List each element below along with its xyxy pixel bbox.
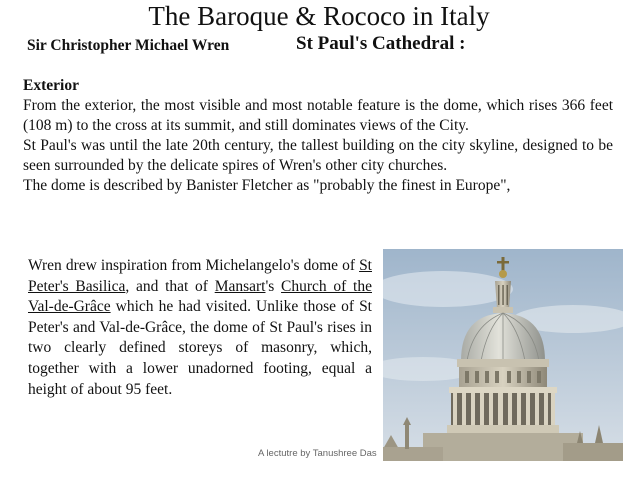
lantern-columns: [498, 285, 508, 305]
inspiration-text: which he had visited. Unlike those of St Peter's and Val-de-Grâce, the dome of St Paul's rises in two clearly defined storeys of masonry, which, together with a lower unadorned footing, equal a height of about 95 feet.: [28, 298, 372, 398]
inspiration-text: Wren drew inspiration from Michelangelo's dome of: [28, 257, 360, 274]
cross-arm: [497, 261, 509, 264]
foreground-building: [563, 443, 623, 461]
exterior-paragraph: St Paul's was until the late 20th century, the tallest building on the city skyline, designed to be seen surrounded by the delicate spires of Wren's other city churches.: [23, 137, 613, 174]
golden-ball: [499, 270, 507, 278]
inspiration-text: 's: [265, 277, 282, 295]
colonnade-base: [447, 425, 559, 433]
exterior-section: [23, 76, 613, 196]
mansart-link[interactable]: Mansart: [214, 277, 266, 295]
val-de-grace-link[interactable]: Church of the Val-de-Grâce: [28, 277, 372, 316]
slide-title: The Baroque & Rococo in Italy: [148, 1, 490, 31]
exterior-heading: Exterior: [23, 77, 79, 94]
balustrade: [449, 387, 557, 393]
lantern-base: [493, 307, 513, 313]
subject-heading: St Paul's Cathedral :: [296, 33, 466, 54]
st-peters-basilica-link[interactable]: St Peter's Basilica: [28, 257, 372, 295]
footer-credit: A lectutre by Tanushree Das: [258, 448, 377, 459]
inspiration-text: , and that of: [125, 277, 215, 295]
exterior-paragraph: The dome is described by Banister Fletcher as "probably the finest in Europe",: [23, 177, 511, 194]
upper-drum: [459, 367, 547, 387]
pinnacle-shaft: [405, 425, 409, 449]
upper-cornice: [457, 359, 549, 367]
inspiration-paragraph: [28, 256, 372, 400]
foreground-building: [383, 447, 443, 461]
cross: [502, 257, 505, 271]
exterior-paragraph: From the exterior, the most visible and most notable feature is the dome, which rises 366 feet (108 m) to the cross at its summit, and still dominates views of the City.: [23, 97, 613, 134]
lower-footing: [423, 433, 583, 461]
st-pauls-dome-photo: [383, 249, 623, 461]
author-name: Sir Christopher Michael Wren: [27, 37, 230, 54]
